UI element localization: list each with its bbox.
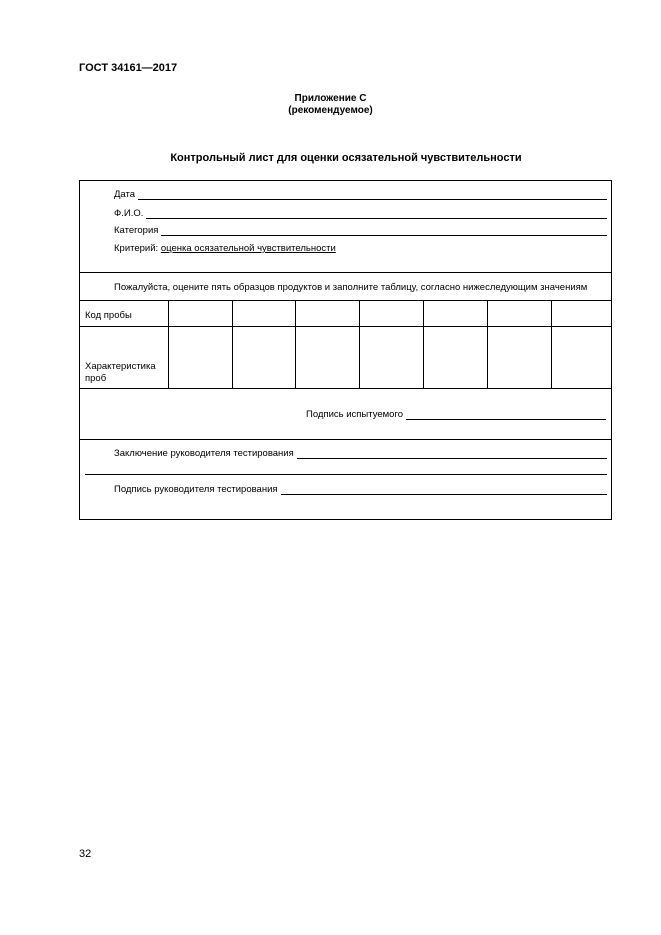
criterion-value: оценка осязательной чувствительности <box>160 243 336 254</box>
head-signature-line[interactable] <box>281 485 607 495</box>
section-divider <box>80 272 611 273</box>
checklist-form <box>79 180 612 520</box>
tester-signature-field[interactable] <box>306 409 606 420</box>
row-label-characteristics: Характеристика проб <box>85 361 156 384</box>
table-column-divider <box>232 300 233 388</box>
row-label-code: Код пробы <box>85 310 132 321</box>
date-field[interactable] <box>114 189 607 200</box>
conclusion-continuation-line[interactable] <box>85 474 607 475</box>
table-column-divider <box>551 300 552 388</box>
samples-table <box>80 300 611 388</box>
criterion-label: Критерий: <box>114 243 159 254</box>
page-number: 32 <box>79 848 92 860</box>
appendix-subtitle: (рекомендуемое) <box>288 105 373 116</box>
table-column-divider <box>423 300 424 388</box>
conclusion-divider <box>80 439 611 440</box>
appendix-heading <box>0 93 661 117</box>
table-row-characteristics <box>80 326 611 388</box>
name-line[interactable] <box>146 209 607 219</box>
name-field[interactable] <box>114 208 607 219</box>
head-signature-field[interactable] <box>114 484 607 495</box>
conclusion-line[interactable] <box>297 449 607 459</box>
instruction-text: Пожалуйста, оцените пять образцов продуктов и заполните таблицу, согласно нижеследующим значениям <box>114 282 588 293</box>
category-field[interactable] <box>114 225 607 236</box>
criterion-field <box>114 243 336 254</box>
table-row-code <box>80 300 611 326</box>
tester-signature-line[interactable] <box>406 410 606 420</box>
category-label: Категория <box>114 225 159 236</box>
table-column-divider <box>168 300 169 388</box>
conclusion-field[interactable] <box>114 448 607 459</box>
standard-header: ГОСТ 34161—2017 <box>79 62 178 74</box>
date-label: Дата <box>114 189 136 200</box>
document-title: Контрольный лист для оценки осязательной чувствительности <box>170 152 522 164</box>
table-column-divider <box>359 300 360 388</box>
category-line[interactable] <box>161 226 607 236</box>
table-bottom-border <box>80 388 611 389</box>
conclusion-label: Заключение руководителя тестирования <box>114 448 294 459</box>
table-column-divider <box>295 300 296 388</box>
date-line[interactable] <box>138 190 607 200</box>
name-label: Ф.И.О. <box>114 208 144 219</box>
table-column-divider <box>487 300 488 388</box>
appendix-title: Приложение С <box>294 93 367 104</box>
tester-signature-label: Подпись испытуемого <box>306 409 404 420</box>
head-signature-label: Подпись руководителя тестирования <box>114 484 278 495</box>
